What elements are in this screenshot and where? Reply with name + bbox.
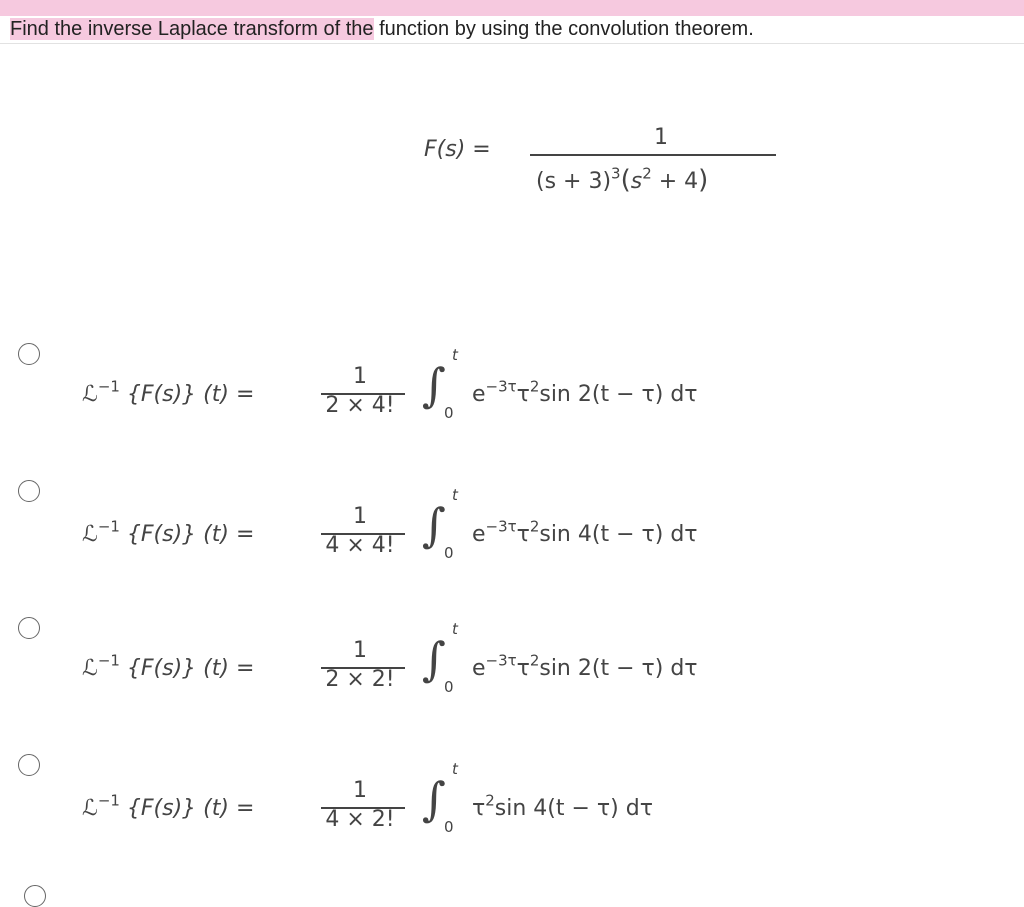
option-lhs	[82, 791, 255, 821]
laplace-symbol: ℒ	[82, 522, 98, 547]
integrand	[472, 377, 698, 407]
exp-power: −3τ	[485, 517, 517, 536]
option-lhs	[82, 377, 255, 407]
coef-numerator: 1	[353, 778, 367, 803]
inverse-exponent: −1	[97, 791, 120, 810]
fraction-bar	[530, 154, 776, 156]
den-factor-a-exp: 3	[611, 164, 621, 183]
option-lhs	[82, 517, 255, 547]
tau-power: 2	[529, 377, 540, 396]
tau-power: 2	[485, 791, 495, 810]
integrand-tail: sin 4(t − τ) dτ	[494, 796, 653, 821]
radio-button-1[interactable]	[18, 343, 40, 365]
coefficient-fraction	[315, 638, 405, 698]
integrand-tail: sin 2(t − τ) dτ	[539, 382, 698, 407]
coef-numerator: 1	[353, 504, 367, 529]
laplace-symbol: ℒ	[82, 656, 98, 681]
integral-sign: ∫	[422, 498, 446, 552]
formula-numerator: 1	[654, 125, 668, 150]
integrand-tail: sin 2(t − τ) dτ	[539, 656, 698, 681]
radio-button-4[interactable]	[18, 754, 40, 776]
den-open-paren: (	[620, 165, 631, 195]
inverse-exponent: −1	[97, 517, 120, 536]
integral-sign: ∫	[422, 358, 446, 412]
lower-bound: 0	[444, 818, 454, 836]
coef-denominator: 4 × 4!	[325, 533, 395, 558]
upper-bound: t	[452, 620, 458, 638]
radio-button-2[interactable]	[18, 480, 40, 502]
coef-denominator: 2 × 4!	[325, 393, 395, 418]
inverse-exponent: −1	[97, 651, 120, 670]
laplace-symbol: ℒ	[82, 796, 98, 821]
coef-numerator: 1	[353, 638, 367, 663]
tau: τ	[516, 522, 530, 547]
upper-bound: t	[452, 346, 458, 364]
lower-bound: 0	[444, 544, 454, 562]
integrand	[472, 517, 698, 547]
tau: τ	[472, 796, 486, 821]
divider	[0, 43, 1024, 44]
laplace-symbol: ℒ	[82, 382, 98, 407]
exp-base: e	[472, 382, 486, 407]
option-lhs	[82, 651, 255, 681]
integrand	[472, 791, 653, 821]
coefficient-fraction	[315, 778, 405, 838]
formula-denominator	[536, 165, 708, 195]
coef-denominator: 2 × 2!	[325, 667, 395, 692]
answer-option-3[interactable]	[0, 614, 1024, 724]
integrand-tail: sin 4(t − τ) dτ	[539, 522, 698, 547]
lhs-expression: {F(s)} (t) =	[119, 796, 255, 821]
answer-option-1[interactable]	[0, 340, 1024, 450]
exp-power: −3τ	[485, 651, 517, 670]
coefficient-fraction	[315, 364, 405, 424]
exp-power: −3τ	[485, 377, 517, 396]
integral-sign: ∫	[422, 632, 446, 686]
integral-sign: ∫	[422, 772, 446, 826]
radio-button-5-partial[interactable]	[24, 885, 46, 907]
top-highlight-bar	[0, 0, 1024, 16]
integrand	[472, 651, 698, 681]
tau: τ	[516, 656, 530, 681]
lower-bound: 0	[444, 678, 454, 696]
radio-button-3[interactable]	[18, 617, 40, 639]
coef-denominator: 4 × 2!	[325, 807, 395, 832]
answer-option-4[interactable]	[0, 751, 1024, 861]
upper-bound: t	[452, 760, 458, 778]
den-close-paren: )	[698, 165, 709, 195]
coef-numerator: 1	[353, 364, 367, 389]
tau-power: 2	[529, 517, 540, 536]
lhs-expression: {F(s)} (t) =	[119, 656, 255, 681]
question-text	[10, 15, 754, 43]
den-factor-b-rest: + 4	[651, 169, 699, 194]
question-highlighted-text: Find the inverse Laplace transform of the	[10, 18, 374, 40]
lhs-expression: {F(s)} (t) =	[119, 382, 255, 407]
answer-option-2[interactable]	[0, 477, 1024, 587]
lhs-expression: {F(s)} (t) =	[119, 522, 255, 547]
lower-bound: 0	[444, 404, 454, 422]
exp-base: e	[472, 656, 486, 681]
question-rest-text: function by using the convolution theorem.	[373, 18, 754, 40]
den-factor-b: s	[630, 169, 643, 194]
den-factor-b-exp: 2	[642, 164, 652, 183]
inverse-exponent: −1	[97, 377, 120, 396]
exp-base: e	[472, 522, 486, 547]
tau: τ	[516, 382, 530, 407]
formula-lhs: F(s) =	[424, 137, 491, 162]
den-factor-a: (s + 3)	[536, 169, 612, 194]
coefficient-fraction	[315, 504, 405, 564]
tau-power: 2	[529, 651, 540, 670]
upper-bound: t	[452, 486, 458, 504]
